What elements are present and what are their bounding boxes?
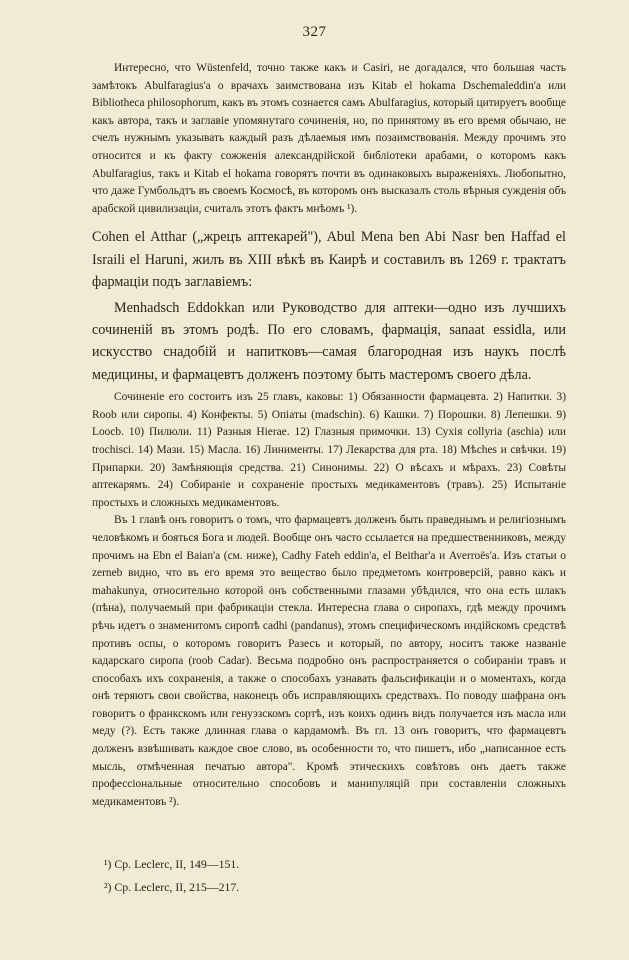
paragraph-cohen-el-atthar: Cohen el Atthar („жрецъ аптекарей"), Abul Mena ben Abi Nasr ben Haffad el Israili el Haruni, жилъ въ XIII вѣкѣ въ Каирѣ и составилъ въ 1269 г. трактатъ фармаціи подъ заглавіемъ:	[92, 229, 566, 291]
paragraph-wustenfeld: Интересно, что Wüstenfeld, точно также какъ и Casiri, не догадался, что большая часть замѣтокъ Abulfaragius'а о врачахъ заимствована изъ Kitab el hokama Dschemaleddin'а или Bibliotheca philosophorum, какъ въ этомъ сознается самъ Abulfaragius, который цитируетъ вообще какъ автора, такъ и заглавіе упомянутаго сочиненія, но, по принятому въ его время обычаю, не счелъ нужнымъ указывать каждый разъ дѣлаемыя имъ позаимствованія. Между прочимъ это относится и къ факту сожженія александрійской библіотеки арабами, о которомъ какъ Abulfaragius, такъ и Kitab el hokama говорятъ почти въ одинаковыхъ выраженіяхъ. Любопытно, что даже Гумбольдтъ въ своемъ Космосѣ, въ которомъ онъ высказалъ столь вѣрныя сужденія объ арабской цивилизаціи, считалъ этотъ фактъ мнѣомъ ¹).	[92, 62, 566, 215]
paragraph-menhadsch-eddokkan: Menhadsch Eddokkan или Руководство для аптеки—одно изъ лучшихъ сочиненій въ этомъ родѣ. По его словамъ, фармація, sanaat essidla, или искусство снадобій и напитковъ—самая благородная изъ наукъ послѣ медицины, и фармацевтъ долженъ поэтому быть мастеромъ своего дѣла.	[92, 299, 566, 383]
footnote-2: ²) Ср. Leclerc, II, 215—217.	[104, 880, 240, 894]
footnote-1: ¹) Ср. Leclerc, II, 149—151.	[104, 857, 240, 871]
paragraph-first-chapter: Въ 1 главѣ онъ говоритъ о томъ, что фармацевтъ долженъ быть праведнымъ и религіознымъ человѣкомъ и бояться Бога и людей. Вообще онъ часто ссылается на предшественниковъ, между прочимъ на Ebn el Baian'а (см. ниже), Cadhy Fateh eddin'а, el Beithar'а и Averroës'а. Изъ статьи о zerneb видно, что въ его время это вещество было предметомъ контроверсій, равно какъ и mahakunya, относительно которой онъ собственными глазами убѣдился, что она есть шлакъ (пѣна), получаемый при фабрикаціи стекла. Интересна глава о сиропахъ, гдѣ между прочимъ рѣчь идетъ о знаменитомъ сиропѣ cadhi (pandanus), этомъ специфическомъ индійскомъ средствѣ противъ оспы, о которомъ говоритъ Разесъ и который, по автору, носитъ также названіе кадарскаго сиропа (roob Cadar). Весьма подробно онъ распространяется о собираніи травъ и способахъ ихъ сохраненія, а также о способахъ узнавать фальсификаціи и о моментахъ, когда онѣ теряютъ свои свойства, наконецъ объ исправляющихъ средствахъ. По поводу шафрана онъ говоритъ о франкскомъ или генуэзскомъ сортѣ, изъ коихъ одинъ видъ получается изъ масла или меду (?). Есть также длинная глава о кардамомѣ. Въ гл. 13 онъ говоритъ, что фармацевтъ долженъ взвѣшивать каждое свое слово, въ особенности то, что пишетъ, ибо „написанное есть мысль, отмѣченная печатью автора". Кромѣ этическихъ совѣтовъ онъ даетъ также профессіональные относительно способовъ и манипуляцій при составленіи сложныхъ медикаментовъ ²).	[92, 514, 566, 808]
page-number: 327	[302, 24, 327, 40]
footnotes	[104, 853, 564, 899]
body-text	[92, 60, 566, 811]
paragraph-chapter-list: Сочиненіе его состоитъ изъ 25 главъ, каковы: 1) Обязанности фармацевта. 2) Напитки. 3) Roob или сиропы. 4) Конфекты. 5) Опіаты (madschin). 6) Кашки. 7) Порошки. 8) Лепешки. 9) Loocb. 10) Пилюли. 11) Разныя Hierae. 12) Глазныя примочки. 13) Сухія collyria (aschia) или trochisci. 14) Мази. 15) Масла. 16) Линименты. 17) Лекарства для рта. 18) Мѣсhes и свѣчки. 19) Припарки. 20) Замѣняющія средства. 21) Синонимы. 22) О вѣсахъ и мѣрахъ. 23) Совѣты аптекарямъ. 24) Собираніе и сохраненіе простыхъ медикаментовъ (травъ). 25) Испытаніе простыхъ и сложныхъ медикаментовъ.	[92, 391, 566, 509]
